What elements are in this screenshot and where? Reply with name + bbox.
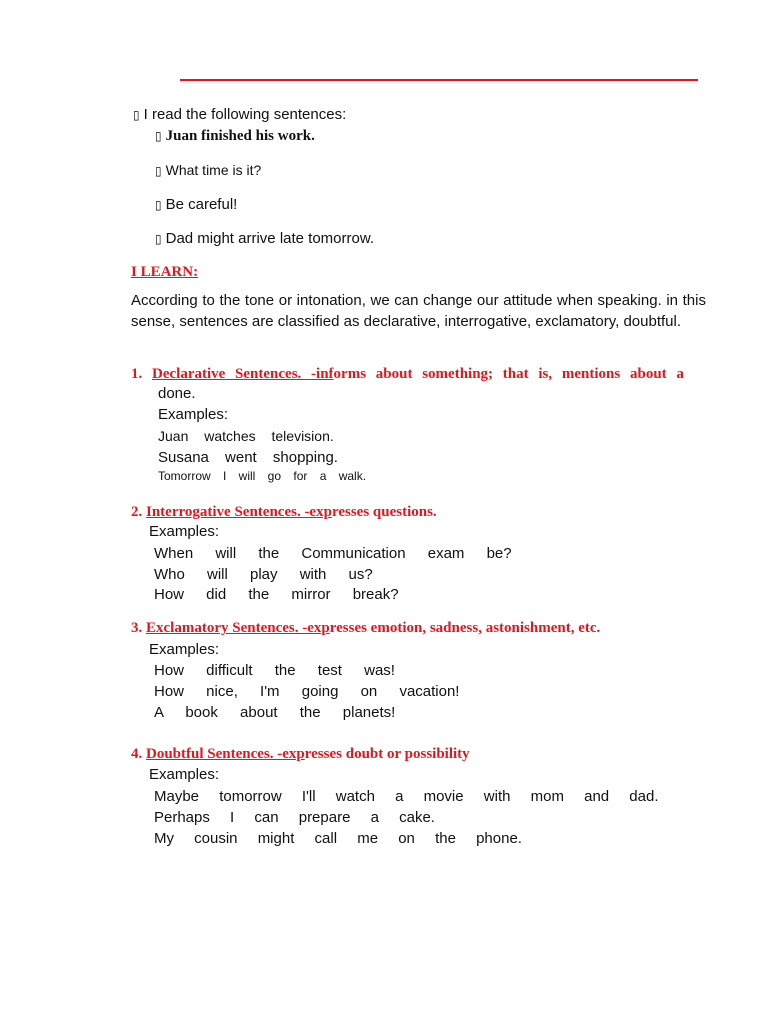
missing-glyph-icon: ▯: [155, 232, 162, 246]
intro-sentence: ▯ Juan finished his work.: [155, 128, 315, 144]
example-sentence: Tomorrow I will go for a walk.: [158, 469, 367, 483]
example-sentence: How difficult the test was!: [154, 662, 395, 679]
example-sentence: How nice, I'm going on vacation!: [154, 683, 460, 700]
example-sentence: Juan watches television.: [158, 428, 334, 444]
intro-sentence: ▯ Be careful!: [155, 196, 238, 213]
missing-glyph-icon: ▯: [155, 164, 162, 178]
intro-sentence: ▯ Dad might arrive late tomorrow.: [155, 230, 375, 247]
section-description: resses questions.: [331, 504, 437, 520]
example-sentence: Susana went shopping.: [158, 449, 338, 466]
learn-paragraph: According to the tone or intonation, we can change our attitude when speaking. in this sense, sentences are classified as declarative, interrogative, exclamatory, doubtful.: [131, 292, 706, 330]
examples-label: Examples:: [158, 406, 229, 423]
examples-label: Examples:: [149, 766, 220, 783]
section-heading-doubtful: 4. Doubtful Sentences. -expresses doubt or possibility: [131, 746, 470, 762]
examples-label: Examples:: [149, 641, 220, 658]
section-continuation: done.: [158, 385, 196, 402]
intro-sentence: ▯ What time is it?: [155, 162, 262, 178]
section-heading-declarative: 1. Declarative Sentences. -informs about something; that is, mentions about a: [131, 366, 684, 382]
section-description: orms about something; that is, mentions about a: [333, 366, 684, 382]
section-title: Declarative Sentences. -inf: [152, 366, 334, 382]
section-title: Doubtful Sentences. -exp: [146, 746, 305, 762]
example-sentence: Perhaps I can prepare a cake.: [154, 809, 435, 826]
example-sentence: A book about the planets!: [154, 704, 396, 721]
intro-heading-line: [133, 106, 346, 123]
example-sentence: Who will play with us?: [154, 566, 373, 583]
section-description: resses doubt or possibility: [304, 746, 470, 762]
examples-label: Examples:: [149, 523, 220, 540]
section-title: Exclamatory Sentences. -exp: [146, 620, 330, 636]
learn-heading: I LEARN:: [131, 264, 199, 280]
intro-heading: I read the following sentences:: [143, 106, 347, 123]
missing-glyph-icon: ▯: [155, 198, 162, 212]
section-heading-exclamatory: 3. Exclamatory Sentences. -expresses emotion, sadness, astonishment, etc.: [131, 620, 601, 636]
section-title: Interrogative Sentences. -exp: [146, 504, 332, 520]
example-sentence: When will the Communication exam be?: [154, 545, 512, 562]
section-heading-interrogative: 2. Interrogative Sentences. -expresses questions.: [131, 504, 437, 520]
missing-glyph-icon: ▯: [155, 129, 162, 143]
top-red-rule: [180, 79, 698, 81]
example-sentence: My cousin might call me on the phone.: [154, 830, 522, 847]
section-description: resses emotion, sadness, astonishment, etc.: [329, 620, 601, 636]
example-sentence: How did the mirror break?: [154, 586, 399, 603]
example-sentence: Maybe tomorrow I'll watch a movie with mom and dad.: [154, 788, 659, 805]
missing-glyph-icon: ▯: [133, 108, 140, 122]
